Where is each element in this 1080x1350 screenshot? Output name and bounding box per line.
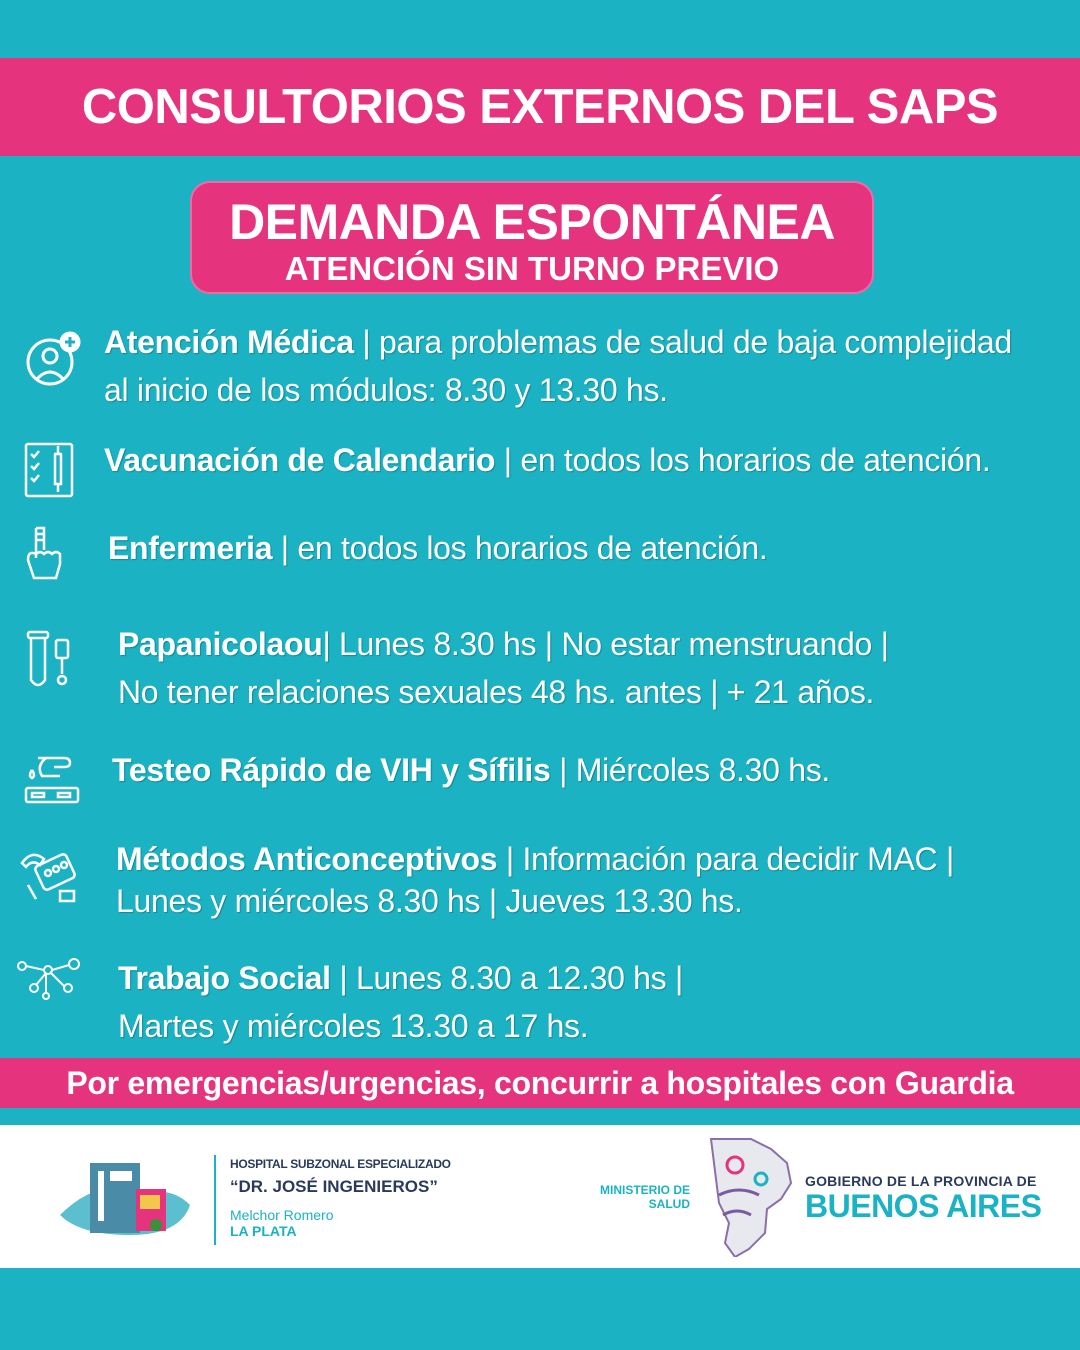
service-detail: | Lunes 8.30 a 12.30 hs |	[330, 960, 683, 996]
ministry-line2: SALUD	[648, 1197, 690, 1211]
emergency-text: Por emergencias/urgencias, concurrir a hospitales con Guardia	[66, 1064, 1014, 1101]
emergency-band	[0, 1058, 1080, 1108]
service-detail: | en todos los horarios de atención.	[272, 530, 768, 566]
doctor-plus-icon	[24, 330, 84, 390]
province-map-logo	[705, 1135, 795, 1257]
test-tube-icon	[22, 630, 82, 690]
service-name: Trabajo Social	[118, 960, 331, 996]
gov-line2: BUENOS AIRES	[805, 1188, 1042, 1224]
hospital-logo	[60, 1155, 190, 1245]
service-trabajo-social	[118, 954, 683, 1050]
hospital-location: Melchor Romero	[230, 1207, 334, 1223]
network-people-icon	[16, 952, 82, 1002]
hospital-text	[230, 1157, 451, 1239]
service-detail: | Información para decidir MAC |	[497, 841, 954, 877]
header-band	[0, 58, 1080, 156]
service-detail-2: al inicio de los módulos: 8.30 y 13.30 hs.	[104, 372, 668, 408]
service-detail-2: No tener relaciones sexuales 48 hs. antes | + 21 años.	[118, 674, 875, 710]
service-detail: | para problemas de salud de baja complejidad	[353, 324, 1012, 360]
hospital-city: LA PLATA	[230, 1223, 297, 1239]
service-name: Métodos Anticonceptivos	[116, 841, 498, 877]
service-detail: | en todos los horarios de atención.	[495, 442, 991, 478]
service-name: Vacunación de Calendario	[104, 442, 496, 478]
ministry-line1: MINISTERIO DE	[599, 1183, 690, 1197]
service-detail-2: Martes y miércoles 13.30 a 17 hs.	[118, 1008, 589, 1044]
service-vacunacion	[104, 436, 990, 484]
hospital-line1: HOSPITAL SUBZONAL ESPECIALIZADO	[230, 1157, 451, 1171]
footer	[0, 1125, 1080, 1268]
contraceptive-icon	[18, 845, 78, 905]
rapid-test-icon	[22, 748, 82, 808]
service-name: Testeo Rápido de VIH y Sífilis	[112, 752, 551, 788]
service-name: Enfermeria	[108, 530, 273, 566]
government-logo-text	[805, 1173, 1041, 1223]
service-testeo	[112, 746, 830, 794]
service-atencion-medica	[104, 318, 1012, 414]
finger-bandage-icon	[20, 524, 80, 584]
service-detail-2: Lunes y miércoles 8.30 hs | Jueves 13.30 hs.	[116, 883, 743, 919]
page-title: CONSULTORIOS EXTERNOS DEL SAPS	[81, 80, 999, 134]
banner	[190, 181, 874, 294]
footer-divider	[214, 1155, 216, 1245]
service-name: Papanicolaou	[118, 626, 323, 662]
service-detail: | Lunes 8.30 hs | No estar menstruando |	[322, 626, 889, 662]
gov-line1: GOBIERNO DE LA PROVINCIA DE	[805, 1173, 1037, 1189]
ministry-label	[560, 1183, 690, 1211]
service-detail: | Miércoles 8.30 hs.	[550, 752, 830, 788]
vaccine-checklist-icon	[20, 440, 80, 500]
service-anticonceptivos	[116, 838, 954, 922]
service-enfermeria	[108, 524, 768, 572]
banner-title: DEMANDA ESPONTÁNEA	[229, 194, 835, 250]
banner-subtitle: ATENCIÓN SIN TURNO PREVIO	[284, 250, 780, 287]
service-papanicolaou	[118, 620, 889, 716]
service-name: Atención Médica	[104, 324, 354, 360]
hospital-name: “DR. JOSÉ INGENIEROS”	[230, 1177, 438, 1196]
